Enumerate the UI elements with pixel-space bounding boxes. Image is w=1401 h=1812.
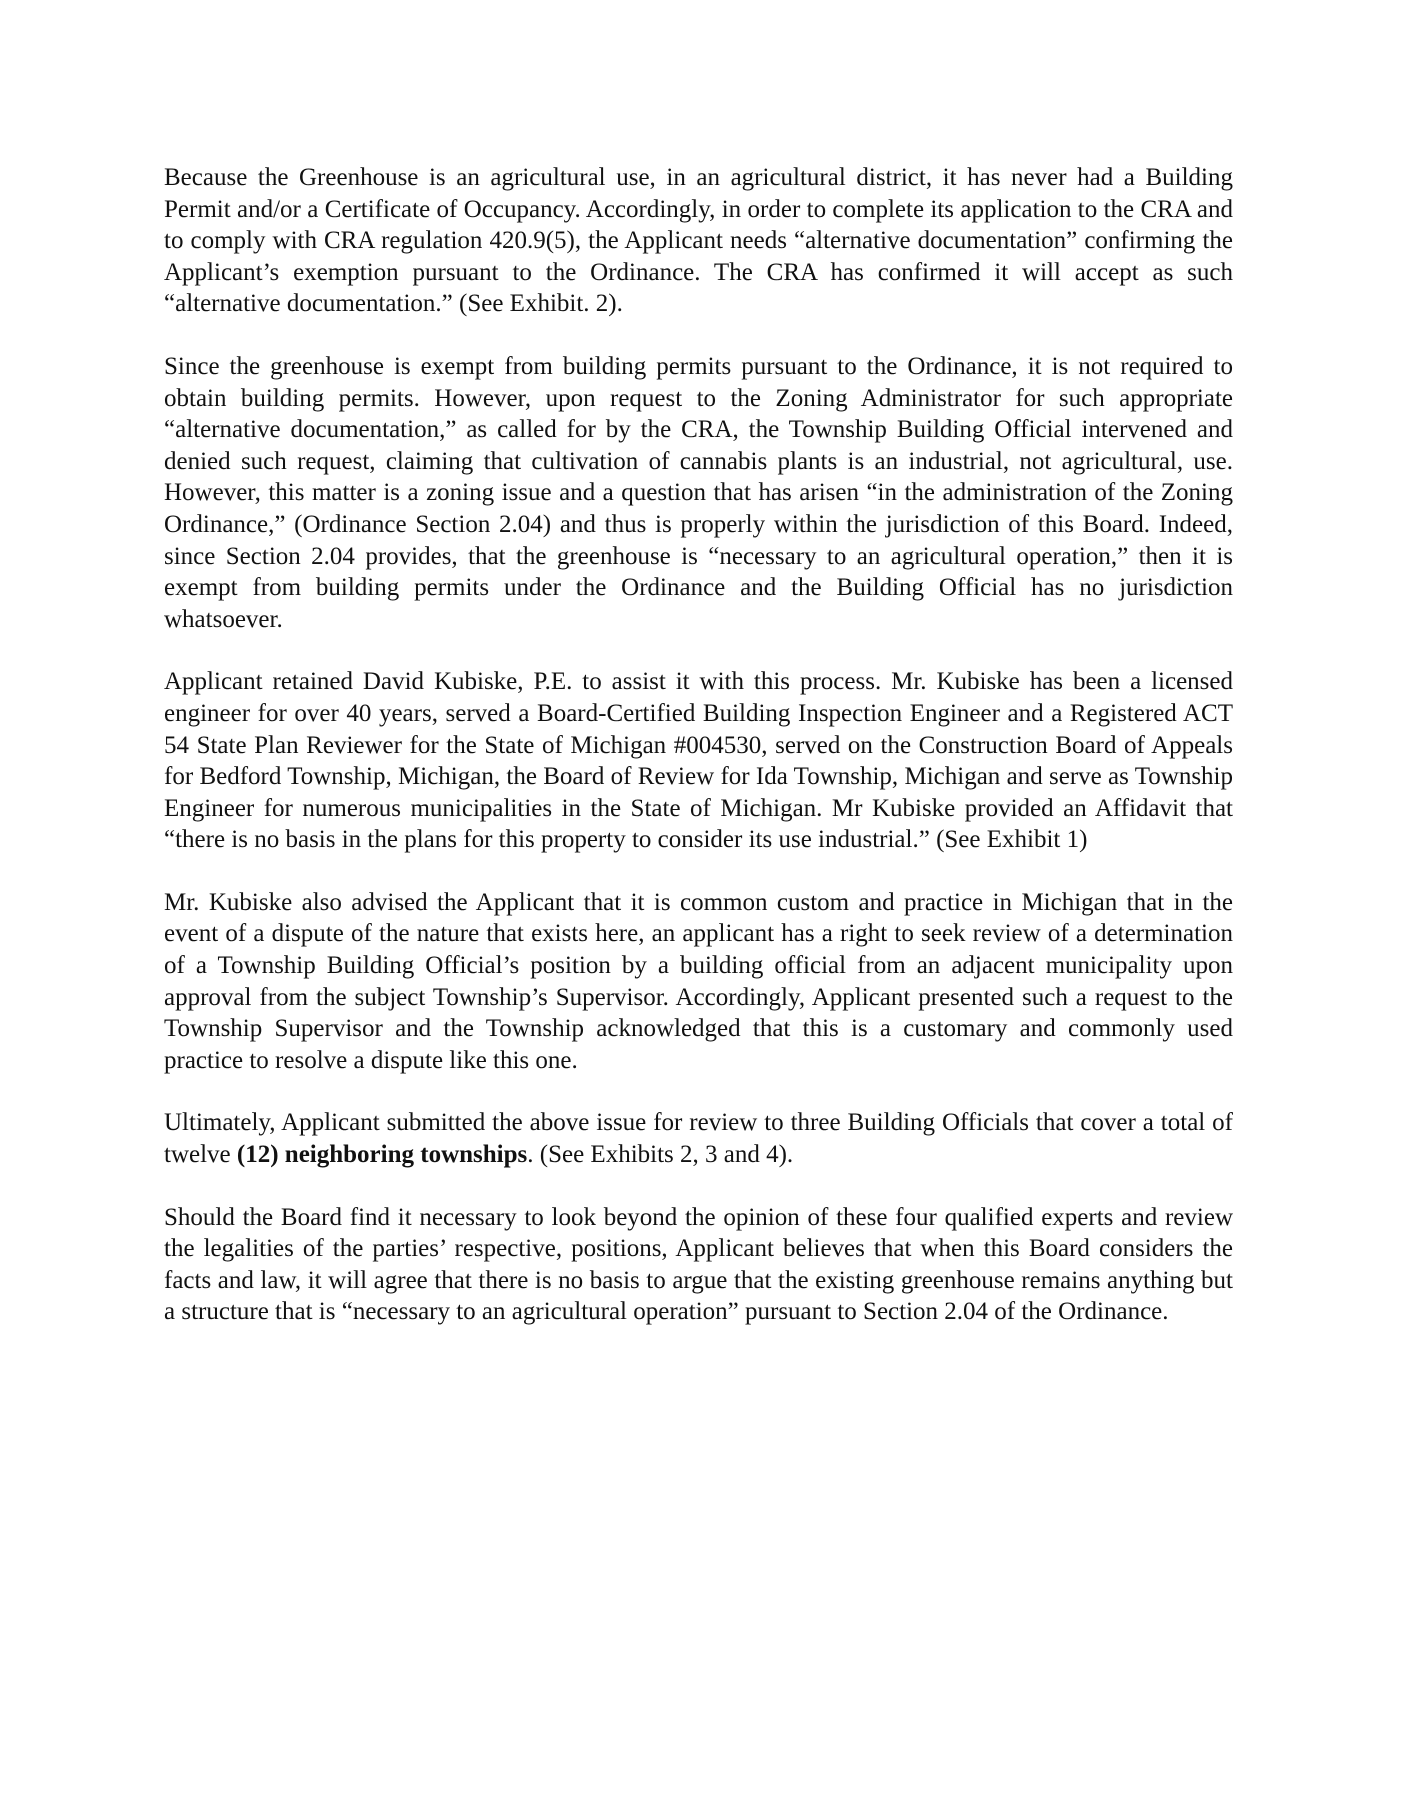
paragraph-greenhouse-exemption: Because the Greenhouse is an agricultural use, in an agricultural district, it has never had a Building Permit and/or a Certificate of Occupancy. Accordingly, in order to complete its application to the CRA and to comply with CRA regulation 420.9(5), the Applicant needs “alternative documentation” confirming the Applicant’s exemption pursuant to the Ordinance. The CRA has confirmed it will accept as such “alternative documentation.” (See Exhibit. 2).	[164, 164, 1233, 318]
review-text-before: Ultimately, Applicant submitted the above issue for review to three Building Officials that cover a total of twelve	[164, 1109, 1233, 1169]
neighboring-townships-emphasis: (12) neighboring townships	[236, 1141, 528, 1169]
paragraph-building-permits: Since the greenhouse is exempt from building permits pursuant to the Ordinance, it is not required to obtain building permits. However, upon request to the Zoning Administrator for such appropriate “alternative documentation,” as called for by the CRA, the Township Building Official intervened and denied such request, claiming that cultivation of cannabis plants is an industrial, not agricultural, use. However, this matter is a zoning issue and a question that has arisen “in the administration of the Zoning Ordinance,” (Ordinance Section 2.04) and thus is properly within the jurisdiction of this Board. Indeed, since Section 2.04 provides, that the greenhouse is “necessary to an agricultural operation,” then it is exempt from building permits under the Ordinance and the Building Official has no jurisdiction whatsoever.	[164, 352, 1233, 633]
paragraph-review-submission	[164, 1107, 1233, 1170]
document-body	[164, 162, 1233, 1359]
review-text-after: . (See Exhibits 2, 3 and 4).	[527, 1141, 794, 1169]
paragraph-conclusion: Should the Board find it necessary to look beyond the opinion of these four qualified experts and review the legalities of the parties’ respective, positions, Applicant believes that when this Board considers the facts and law, it will agree that there is no basis to argue that the existing greenhouse remains anything but a structure that is “necessary to an agricultural operation” pursuant to Section 2.04 of the Ordinance.	[164, 1203, 1233, 1326]
paragraph-custom-practice: Mr. Kubiske also advised the Applicant that it is common custom and practice in Michigan that in the event of a dispute of the nature that exists here, an applicant has a right to seek review of a determination of a Township Building Official’s position by a building official from an adjacent municipality upon approval from the subject Township’s Supervisor. Accordingly, Applicant presented such a request to the Township Supervisor and the Township acknowledged that this is a customary and commonly used practice to resolve a dispute like this one.	[164, 888, 1233, 1074]
paragraph-engineer-kubiske: Applicant retained David Kubiske, P.E. to assist it with this process. Mr. Kubiske has been a licensed engineer for over 40 years, served a Board-Certified Building Inspection Engineer and a Registered ACT 54 State Plan Reviewer for the State of Michigan #004530, served on the Construction Board of Appeals for Bedford Township, Michigan, the Board of Review for Ida Township, Michigan and serve as Township Engineer for numerous municipalities in the State of Michigan. Mr Kubiske provided an Affidavit that “there is no basis in the plans for this property to consider its use industrial.” (See Exhibit 1)	[164, 668, 1233, 854]
